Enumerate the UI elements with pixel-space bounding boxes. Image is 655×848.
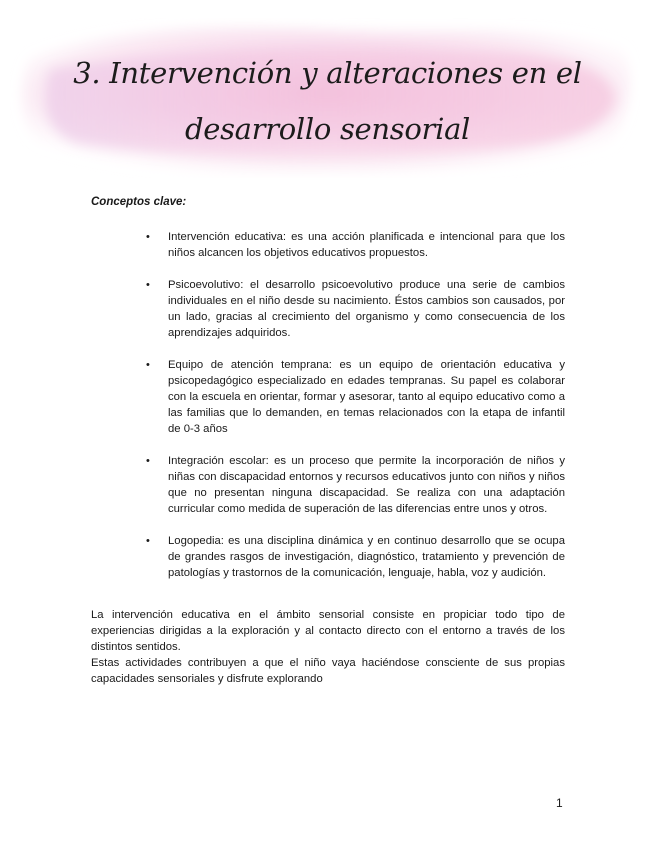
bullet-icon: • bbox=[146, 231, 150, 243]
watercolor-wash bbox=[10, 18, 640, 178]
concept-item bbox=[146, 533, 565, 581]
body-text bbox=[91, 607, 565, 687]
concept-item bbox=[146, 277, 565, 341]
body-paragraph-1: La intervención educativa en el ámbito sensorial consiste en propiciar todo tipo de experiencias dirigidas a la exploración y al contacto directo con el entorno a través de los distintos sentidos. bbox=[91, 609, 565, 653]
concept-item bbox=[146, 453, 565, 517]
body-paragraph-2: Estas actividades contribuyen a que el niño vaya haciéndose consciente de sus propias capacidades sensoriales y disfrute explorando bbox=[91, 657, 565, 685]
bullet-icon: • bbox=[146, 535, 150, 547]
concept-text: Intervención educativa: es una acción planificada e intencional para que los niños alcancen los objetivos educativos propuestos. bbox=[168, 231, 565, 259]
concept-text: Integración escolar: es un proceso que permite la incorporación de niños y niñas con discapacidad entornos y recursos educativos junto con niños y niños que no presentan ninguna discapacidad. Se realiza con una adaptación curricular como medida de superación de las diferencias entre unos y otros. bbox=[168, 455, 565, 515]
section-label-conceptos: Conceptos clave: bbox=[91, 196, 187, 208]
page-number: 1 bbox=[556, 796, 563, 810]
bullet-icon: • bbox=[146, 279, 150, 291]
concept-item bbox=[146, 357, 565, 437]
concept-item bbox=[146, 229, 565, 261]
concepts-list bbox=[146, 229, 565, 597]
concept-text: Logopedia: es una disciplina dinámica y en continuo desarrollo que se ocupa de grandes rasgos de investigación, diagnóstico, tratamiento y prevención de patologías y trastornos de la comunicación, lenguaje, habla, voz y audición. bbox=[168, 535, 565, 579]
bullet-icon: • bbox=[146, 455, 150, 467]
page-title-line-2: desarrollo sensorial bbox=[184, 112, 471, 146]
watercolor-header-band bbox=[10, 18, 640, 178]
concept-text: Psicoevolutivo: el desarrollo psicoevolutivo produce una serie de cambios individuales en el niño desde su nacimiento. Éstos cambios son causados, por un lado, gracias al crecimiento del organismo y como consecuencia de los aprendizajes adquiridos. bbox=[168, 279, 565, 339]
bullet-icon: • bbox=[146, 359, 150, 371]
concept-text: Equipo de atención temprana: es un equipo de orientación educativa y psicopedagógico especializado en edades tempranas. Su papel es colaborar con la escuela en orientar, formar y asesorar, tanto al equipo educativo como a las familias que lo demanden, en temas relacionados con la etapa de infantil de 0-3 años bbox=[168, 359, 565, 435]
page-title-line-1: 3. Intervención y alteraciones en el bbox=[73, 56, 582, 90]
